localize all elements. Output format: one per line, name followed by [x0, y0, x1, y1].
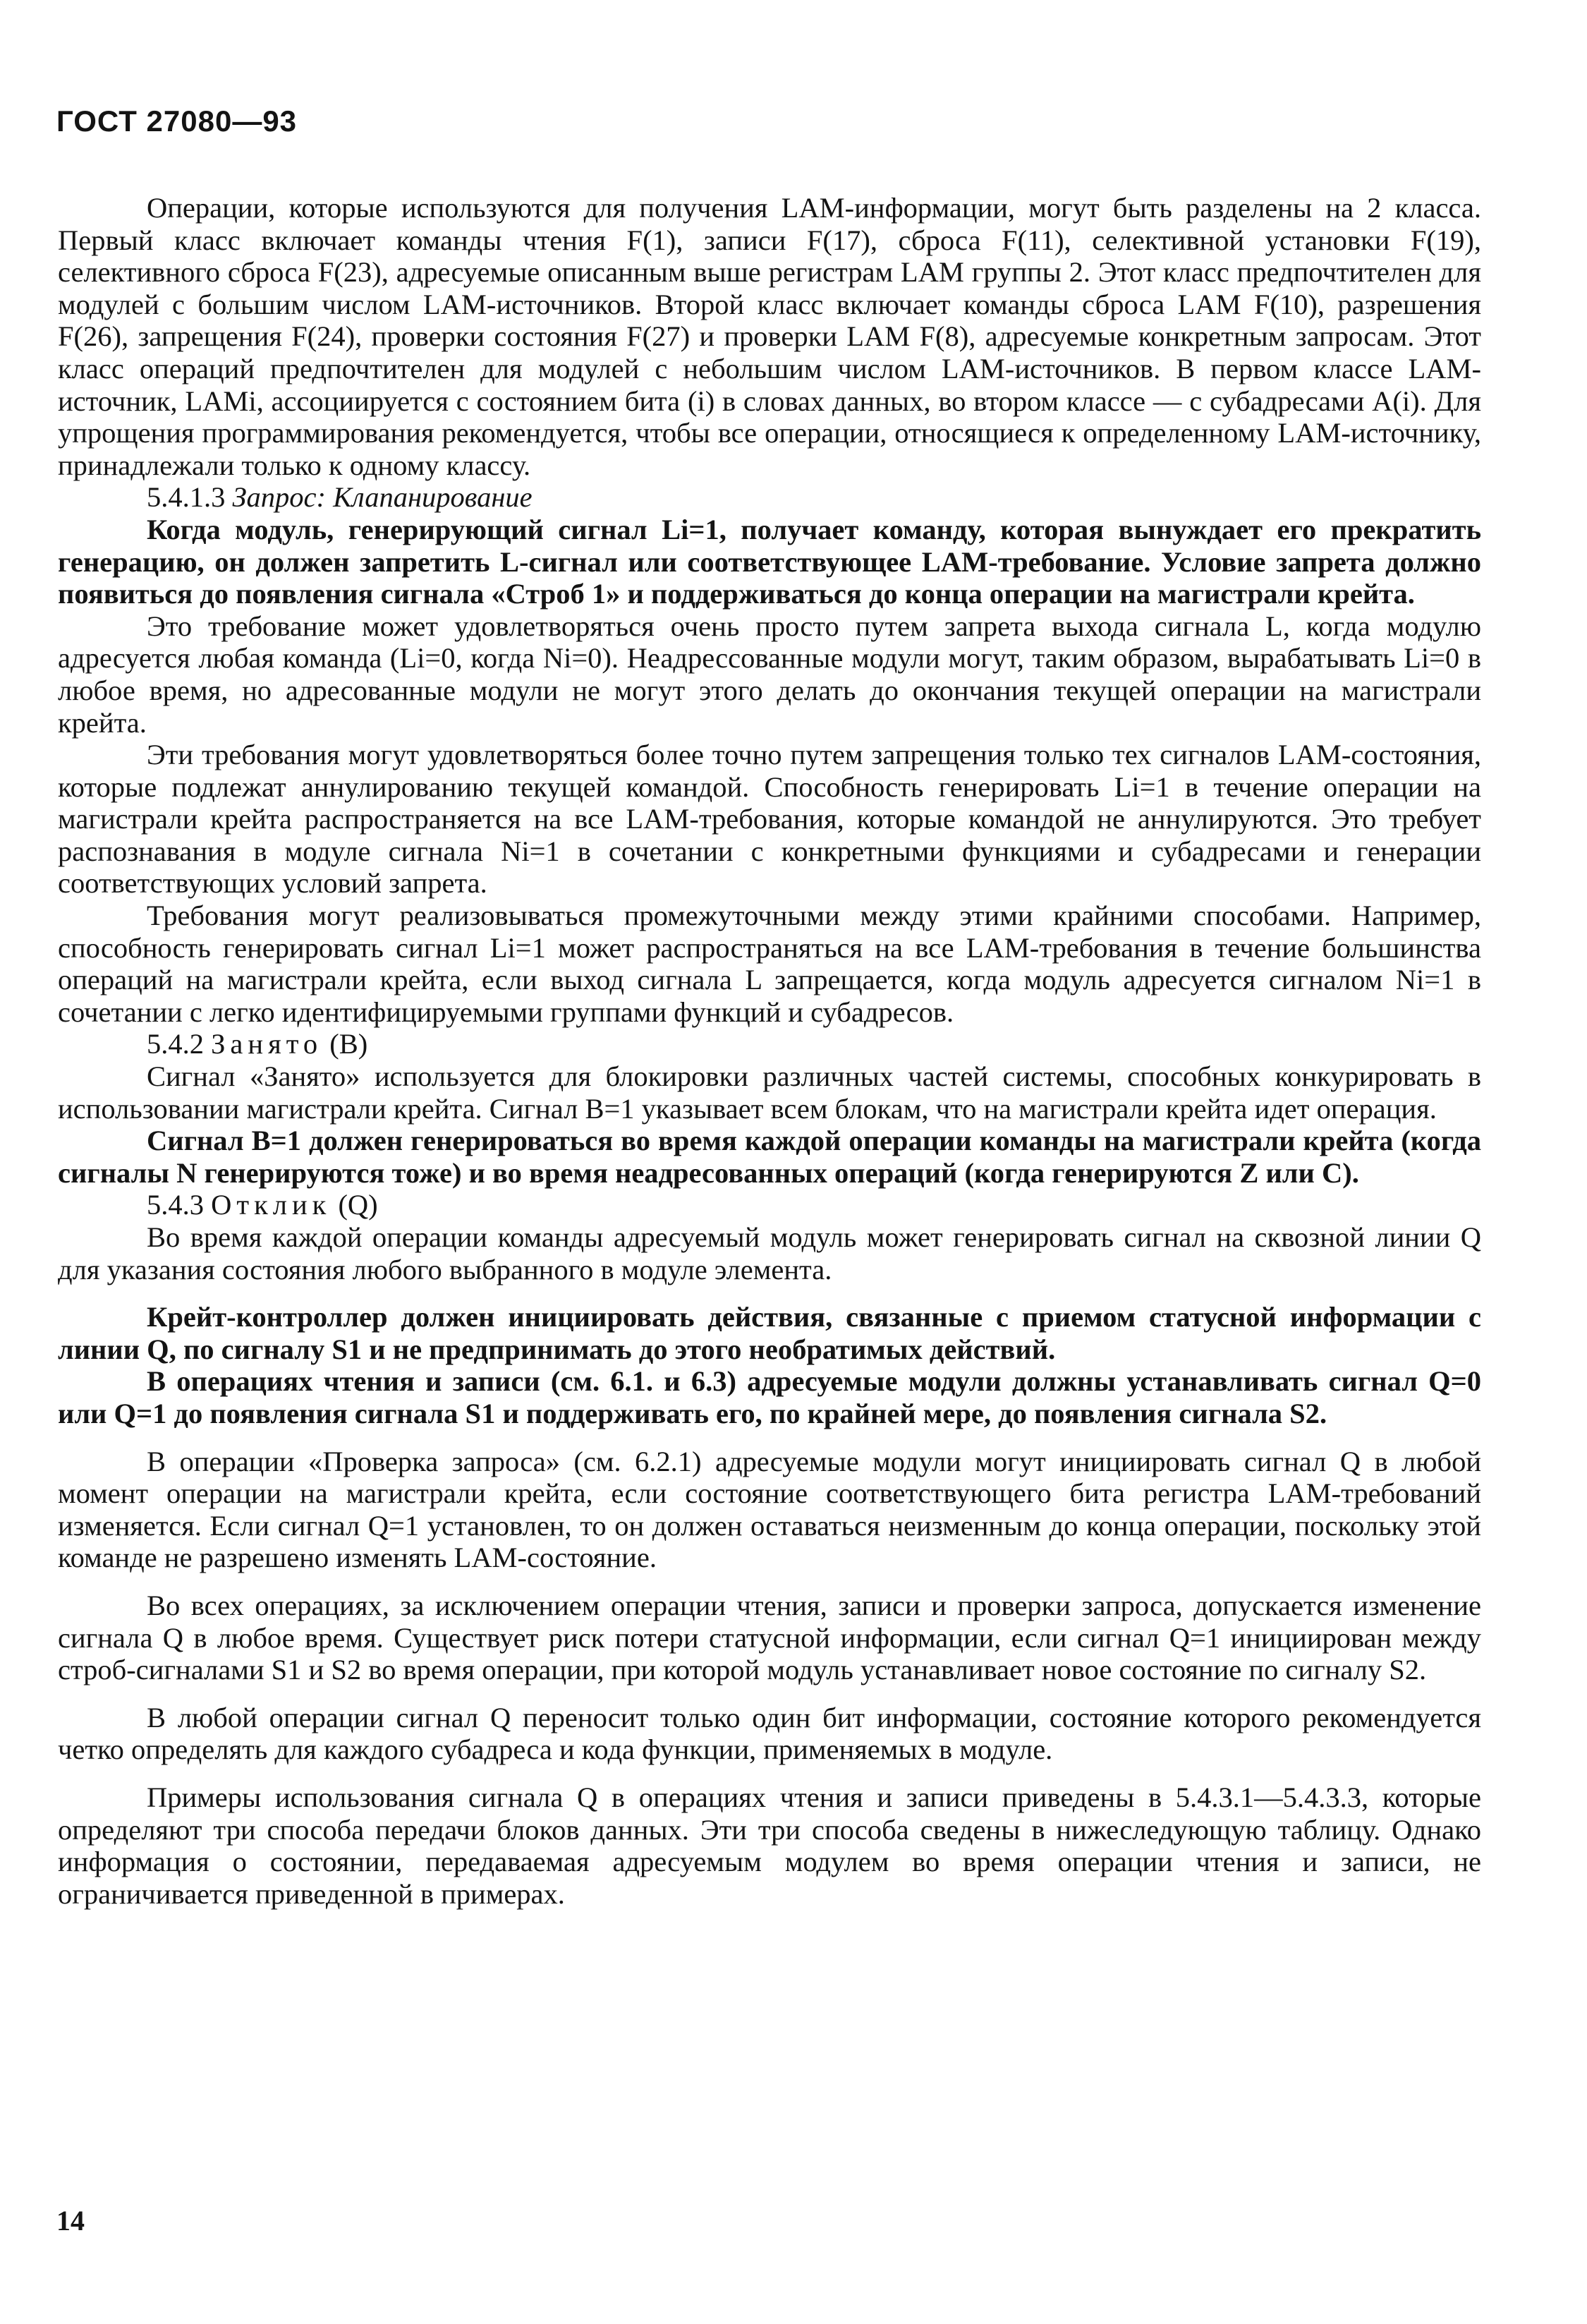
paragraph-busy-signal: Сигнал «Занято» используется для блокировки различных частей системы, способных конкурировать в использовании магистрали крейта. Сигнал B=1 указывает всем блокам, что на магистрали крейта идет операция.	[58, 1060, 1481, 1125]
section-title: Отклик	[211, 1189, 332, 1221]
section-number: 5.4.1.3	[147, 481, 226, 514]
paragraph-test-lam: В операции «Проверка запроса» (см. 6.2.1) адресуемые модули могут инициировать сигнал Q в любой момент операции на магистрали крейта, если состояние соответствующего бита регистра LAM-требований изменяется. Если сигнал Q=1 установлен, то он должен оставаться неизменным до конца операции, поскольку этой команде не разрешено изменять LAM-состояние.	[58, 1445, 1481, 1574]
section-number: 5.4.3	[147, 1189, 204, 1221]
paragraph-response-signal: Во время каждой операции команды адресуемый модуль может генерировать сигнал на сквозной линии Q для указания состояния любого выбранного в модуле элемента.	[58, 1221, 1481, 1285]
paragraph-precise-inhibit: Эти требования могут удовлетворяться более точно путем запрещения только тех сигналов LAM-состояния, которые подлежат аннулированию текущей командой. Способность генерировать Li=1 в течение операции на магистрали крейта распространяется на все LAM-требования, которые командой не аннулируются. Это требует распознавания в модуле сигнала Ni=1 в сочетании с конкретными функциями и субадресами и генерации соответствующих условий запрета.	[58, 739, 1481, 900]
section-title: Занято	[211, 1028, 323, 1060]
section-title: Запрос: Клапанирование	[232, 481, 533, 514]
section-heading-5-4-2	[58, 1028, 1481, 1060]
paragraph-single-bit: В любой операции сигнал Q переносит только один бит информации, состояние которого рекомендуется четко определять для каждого субадреса и кода функции, применяемых в модуле.	[58, 1701, 1481, 1766]
section-heading-5-4-1-3	[58, 481, 1481, 514]
section-number: 5.4.2	[147, 1028, 204, 1060]
paragraph-gating-requirement: Когда модуль, генерирующий сигнал Li=1, получает команду, которая вынуждает его прекратить генерацию, он должен запретить L-сигнал или соответствующее LAM-требование. Условие запрета должно появиться до появления сигнала «Строб 1» и поддерживаться до конца операции на магистрали крейта.	[58, 513, 1481, 610]
section-heading-5-4-3	[58, 1189, 1481, 1221]
paragraph-busy-requirement: Сигнал B=1 должен генерироваться во время каждой операции команды на магистрали крейта (когда сигналы N генерируются тоже) и во время неадресованных операций (когда генерируются Z или C).	[58, 1125, 1481, 1189]
document-code-header: ГОСТ 27080—93	[56, 104, 298, 138]
section-abbr: (B)	[329, 1028, 368, 1060]
paragraph-intermediate-methods: Требования могут реализовываться промежуточными между этими крайними способами. Например, способность генерировать сигнал Li=1 может распространяться на все LAM-требования в течение большинства операций на магистрали крейта, если выход сигнала L запрещается, когда модуль адресуется сигналом Ni=1 в сочетании с легко идентифицируемыми группами функций и субадресов.	[58, 900, 1481, 1028]
page-number: 14	[56, 2205, 85, 2237]
paragraph-read-write-requirement: В операциях чтения и записи (см. 6.1. и 6.3) адресуемые модули должны устанавливать сигнал Q=0 или Q=1 до появления сигнала S1 и поддерживать его, по крайней мере, до появления сигнала S2.	[58, 1365, 1481, 1429]
paragraph-examples: Примеры использования сигнала Q в операциях чтения и записи приведены в 5.4.3.1—5.4.3.3, которые определяют три способа передачи блоков данных. Эти три способа сведены в нижеследующую таблицу. Однако информация о состоянии, передаваемая адресуемым модулем во время операции чтения и записи, не ограничивается приведенной в примерах.	[58, 1781, 1481, 1910]
paragraph-controller-requirement: Крейт-контроллер должен инициировать действия, связанные с приемом статусной информации с линии Q, по сигналу S1 и не предпринимать до этого необратимых действий.	[58, 1301, 1481, 1365]
paragraph-lam-classes: Операции, которые используются для получения LAM-информации, могут быть разделены на 2 класса. Первый класс включает команды чтения F(1), записи F(17), сброса F(11), селективной установки F(19), селективного сброса F(23), адресуемые описанным выше регистрам LAM группы 2. Этот класс предпочтителен для модулей с большим числом LAM-источников. Второй класс включает команды сброса LAM F(10), разрешения F(26), запрещения F(24), проверки состояния F(27) и проверки LAM F(8), адресуемые конкретным запросам. Этот класс операций предпочтителен для модулей с небольшим числом LAM-источников. В первом классе LAM-источник, LAMi, ассоциируется с состоянием бита (i) в словах данных, во втором классе — с субадресами A(i). Для упрощения программирования рекомендуется, чтобы все операции, относящиеся к определенному LAM-источнику, принадлежали только к одному классу.	[58, 192, 1481, 481]
paragraph-other-operations: Во всех операциях, за исключением операции чтения, записи и проверки запроса, допускается изменение сигнала Q в любое время. Существует риск потери статусной информации, если сигнал Q=1 инициирован между строб-сигналами S1 и S2 во время операции, при которой модуль устанавливает новое состояние по сигналу S2.	[58, 1589, 1481, 1686]
section-abbr: (Q)	[338, 1189, 378, 1221]
paragraph-simple-inhibit: Это требование может удовлетворяться очень просто путем запрета выхода сигнала L, когда модулю адресуется любая команда (Li=0, когда Ni=0). Неадрессованные модули могут, таким образом, вырабатывать Li=0 в любое время, но адресованные модули не могут этого делать до окончания текущей операции на магистрали крейта.	[58, 610, 1481, 739]
page-body	[58, 192, 1481, 1910]
